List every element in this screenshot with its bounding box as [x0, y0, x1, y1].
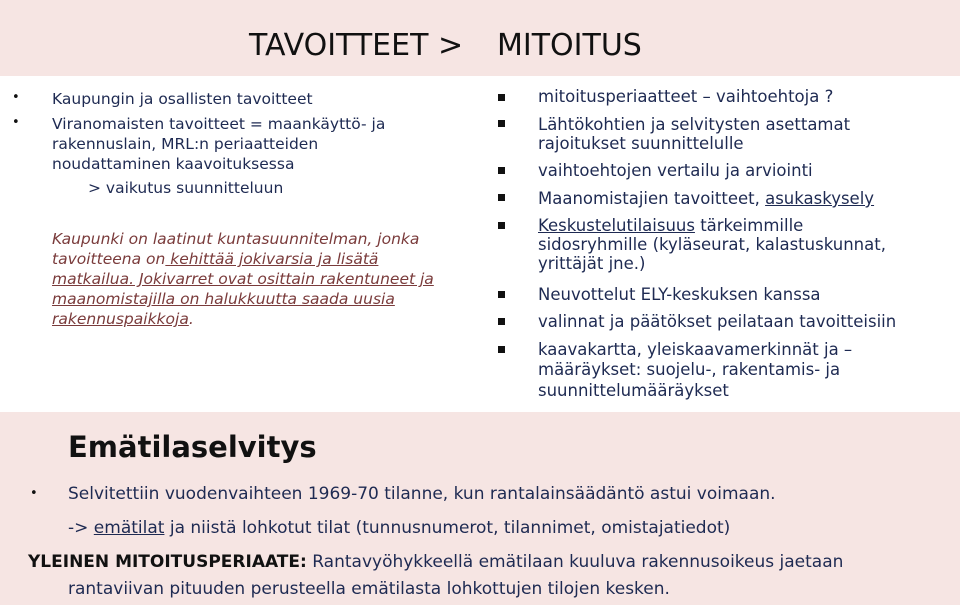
- right-item-5-line2: sidosryhmille (kyläseurat, kalastuskunnat,: [538, 235, 886, 254]
- right-item-2: Lähtökohtien ja selvitysten asettamat: [538, 115, 851, 134]
- bottom-line-2: [68, 517, 730, 539]
- underlined-text: rakennuspaikkoja: [52, 310, 189, 328]
- underlined-text: kehittää jokivarsia ja lisätä: [165, 250, 379, 268]
- right-item-5-line3: yrittäjät jne.): [538, 254, 646, 273]
- underlined-text: Keskustelutilaisuus: [538, 216, 695, 235]
- bullet-dot-icon: •: [12, 90, 20, 105]
- section-heading: Emätilaselvitys: [68, 430, 317, 464]
- arrow-text: ->: [68, 518, 94, 538]
- right-item-7: valinnat ja päätökset peilataan tavoitteisiin: [538, 312, 897, 331]
- square-bullet-icon: [498, 167, 505, 174]
- right-item-4: [538, 190, 874, 209]
- italic-text: tavoitteena on: [52, 250, 166, 268]
- italic-line-1: Kaupunki on laatinut kuntasuunnitelman, jonka: [52, 230, 420, 248]
- italic-text: .: [188, 310, 194, 328]
- italic-line-5: [52, 309, 194, 330]
- left-bullet-2-line3: noudattaminen kaavoituksessa: [52, 155, 295, 173]
- underlined-text: matkailua.: [52, 270, 135, 288]
- bullet-dot-icon: •: [12, 115, 20, 130]
- title-band: [0, 0, 960, 76]
- bullet-dot-icon: •: [30, 486, 38, 501]
- square-bullet-icon: [498, 346, 505, 353]
- right-item-3: vaihtoehtojen vertailu ja arviointi: [538, 161, 813, 180]
- impact-line: > vaikutus suunnitteluun: [88, 179, 284, 197]
- left-bullet-1: Kaupungin ja osallisten tavoitteet: [52, 90, 313, 108]
- right-item-8-line3: suunnittelumääräykset: [538, 381, 729, 400]
- square-bullet-icon: [498, 120, 505, 127]
- right-item-2-line2: rajoitukset suunnittelulle: [538, 134, 744, 153]
- italic-line-2: [52, 249, 378, 270]
- bottom-line-1: Selvitettiin vuodenvaihteen 1969-70 tilanne, kun rantalainsäädäntö astui voimaan.: [68, 484, 776, 504]
- square-bullet-icon: [498, 222, 505, 229]
- underlined-text: Jokivarret ovat osittain rakentuneet ja: [134, 270, 434, 288]
- square-bullet-icon: [498, 291, 505, 298]
- italic-line-3: [52, 269, 434, 290]
- left-bullet-2: Viranomaisten tavoitteet = maankäyttö- ja: [52, 115, 386, 133]
- right-item-5: [538, 217, 803, 236]
- right-item-8-line2: määräykset: suojelu-, rakentamis- ja: [538, 360, 841, 379]
- bottom-line-4: rantaviivan pituuden perusteella emätilasta lohkottujen tilojen kesken.: [68, 579, 670, 599]
- right-item-8: kaavakartta, yleiskaavamerkinnät ja –: [538, 340, 853, 359]
- underlined-text: asukaskysely: [765, 189, 875, 208]
- italic-line-4: maanomistajilla on halukkuutta saada uusia: [52, 290, 395, 308]
- right-item-1: mitoitusperiaatteet – vaihtoehtoja ?: [538, 87, 834, 106]
- line-text: Rantavyöhykkeellä emätilaan kuuluva rakennusoikeus jaetaan: [306, 552, 844, 572]
- square-bullet-icon: [498, 194, 505, 201]
- title-left: TAVOITTEET >: [249, 28, 464, 63]
- title-right: MITOITUS: [497, 28, 642, 63]
- bottom-line-3: [28, 551, 843, 573]
- underlined-text: emätilat: [93, 518, 165, 538]
- square-bullet-icon: [498, 318, 505, 325]
- left-bullet-2-line2: rakennuslain, MRL:n periaatteiden: [52, 135, 319, 153]
- square-bullet-icon: [498, 94, 505, 101]
- item-text: Maanomistajien tavoitteet,: [538, 189, 766, 208]
- line-text: ja niistä lohkotut tilat (tunnusnumerot, tilannimet, omistajatiedot): [164, 518, 731, 538]
- principle-label: YLEINEN MITOITUSPERIAATE:: [28, 552, 307, 572]
- item-text: tärkeimmille: [694, 216, 804, 235]
- right-item-6: Neuvottelut ELY-keskuksen kanssa: [538, 285, 821, 304]
